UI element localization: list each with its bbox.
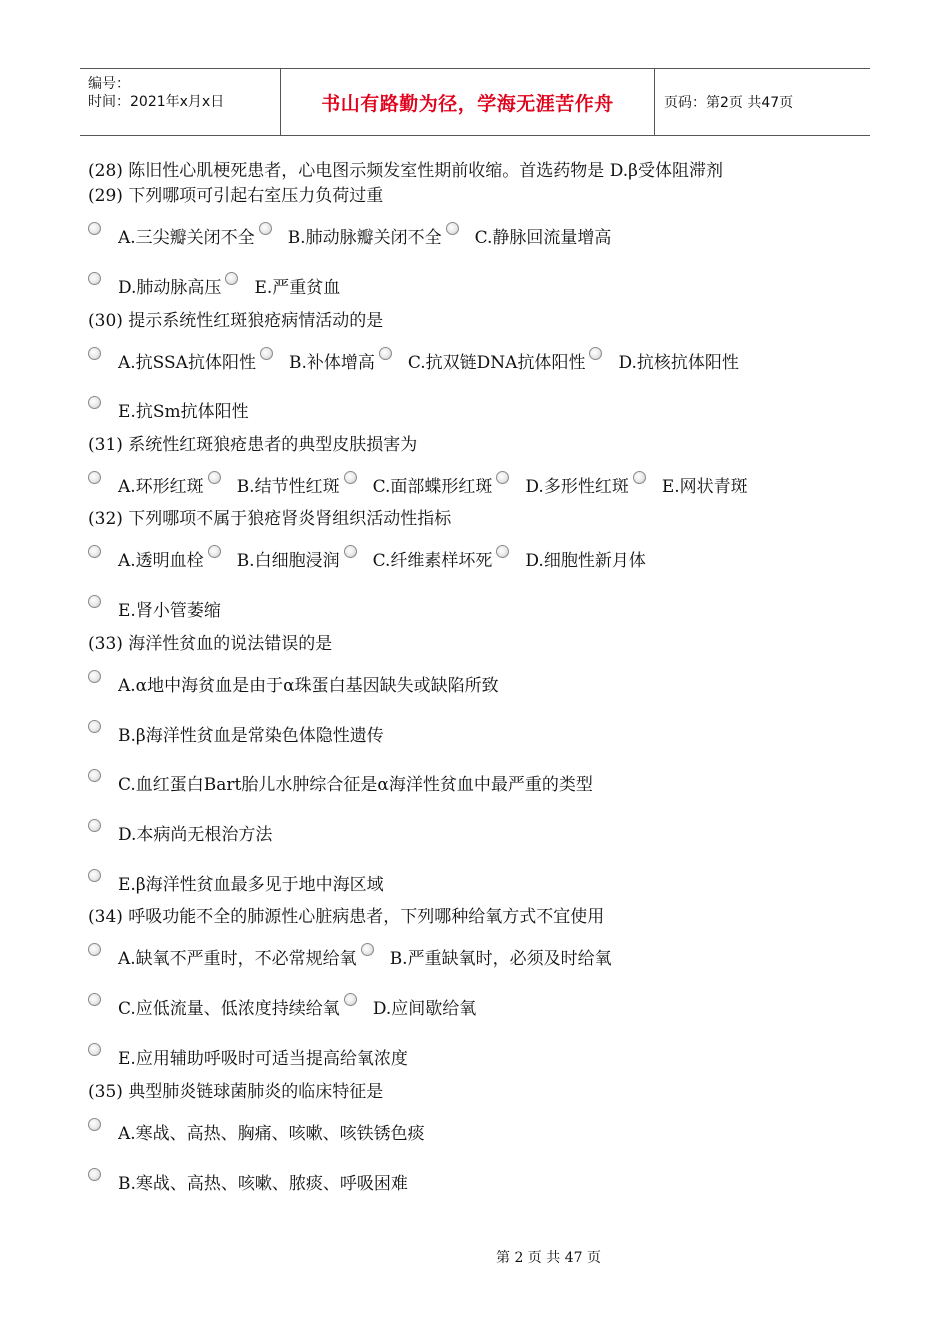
radio-button[interactable]	[208, 545, 221, 558]
option-label: C.面部蝶形红斑	[372, 477, 493, 497]
page-header	[80, 68, 870, 136]
radio-button[interactable]	[88, 347, 101, 360]
option-label: D.肺动脉高压	[118, 278, 222, 298]
option-label: E.肾小管萎缩	[118, 601, 221, 621]
option-label: C.应低流量、低浓度持续给氧	[118, 999, 340, 1019]
option-label: B.肺动脉瓣关闭不全	[287, 228, 442, 248]
radio-button[interactable]	[496, 545, 509, 558]
radio-button[interactable]	[88, 993, 101, 1006]
option-label: E.抗Sm抗体阳性	[118, 402, 249, 422]
question-29: (29) 下列哪项可引起右室压力负荷过重	[88, 186, 384, 206]
option-label: E.β海洋性贫血最多见于地中海区域	[118, 875, 384, 895]
options-row	[88, 774, 597, 796]
time-label: 时间：2021年x月x日	[88, 94, 225, 110]
option-label: D.多形性红斑	[525, 477, 629, 497]
radio-button[interactable]	[344, 471, 357, 484]
radio-button[interactable]	[88, 1168, 101, 1181]
options-row	[88, 874, 388, 896]
radio-button[interactable]	[88, 819, 101, 832]
radio-button[interactable]	[496, 471, 509, 484]
radio-button[interactable]	[361, 943, 374, 956]
question-34: (34) 呼吸功能不全的肺源性心脏病患者，下列哪种给氧方式不宜使用	[88, 907, 605, 927]
radio-button[interactable]	[88, 670, 101, 683]
radio-button[interactable]	[379, 347, 392, 360]
option-label: D.应间歇给氧	[372, 999, 477, 1019]
header-motto-cell	[280, 69, 655, 135]
page-footer	[0, 1247, 950, 1267]
option-label: A.三尖瓣关闭不全	[118, 228, 255, 248]
page-info: 页码：第2页 共47页	[664, 95, 794, 111]
radio-button[interactable]	[344, 993, 357, 1006]
question-30: (30) 提示系统性红斑狼疮病情活动的是	[88, 311, 384, 331]
options-row	[88, 600, 225, 622]
radio-button[interactable]	[88, 943, 101, 956]
radio-button[interactable]	[259, 222, 272, 235]
options-row	[88, 725, 388, 747]
header-left-cell	[80, 69, 280, 135]
options-row	[88, 476, 752, 498]
radio-button[interactable]	[88, 869, 101, 882]
radio-button[interactable]	[208, 471, 221, 484]
question-32: (32) 下列哪项不属于狼疮肾炎肾组织活动性指标	[88, 509, 452, 529]
options-row	[88, 352, 743, 374]
option-label: D.本病尚无根治方法	[118, 825, 273, 845]
radio-button[interactable]	[589, 347, 602, 360]
radio-button[interactable]	[633, 471, 646, 484]
option-label: A.透明血栓	[118, 551, 204, 571]
options-row	[88, 227, 615, 249]
option-label: A.缺氧不严重时，不必常规给氧	[118, 949, 357, 969]
option-label: C.纤维素样坏死	[372, 551, 493, 571]
radio-button[interactable]	[88, 222, 101, 235]
option-label: B.严重缺氧时，必须及时给氧	[389, 949, 612, 969]
options-row	[88, 1123, 429, 1145]
footer-page-number: 第 2 页 共 47 页	[496, 1250, 601, 1266]
radio-button[interactable]	[88, 545, 101, 558]
options-row	[88, 675, 503, 697]
option-label: E.严重贫血	[254, 278, 341, 298]
question-33: (33) 海洋性贫血的说法错误的是	[88, 634, 333, 654]
option-label: A.α地中海贫血是由于α珠蛋白基因缺失或缺陷所致	[118, 676, 499, 696]
radio-button[interactable]	[88, 720, 101, 733]
option-label: E.网状青斑	[661, 477, 748, 497]
code-label: 编号：	[88, 76, 130, 92]
option-label: A.寒战、高热、胸痛、咳嗽、咳铁锈色痰	[118, 1124, 425, 1144]
radio-button[interactable]	[88, 769, 101, 782]
radio-button[interactable]	[225, 272, 238, 285]
option-label: D.抗核抗体阳性	[618, 353, 739, 373]
option-label: B.补体增高	[288, 353, 375, 373]
options-row	[88, 998, 480, 1020]
radio-button[interactable]	[88, 471, 101, 484]
options-row	[88, 401, 253, 423]
options-row	[88, 550, 650, 572]
question-35: (35) 典型肺炎链球菌肺炎的临床特征是	[88, 1082, 384, 1102]
options-row	[88, 1173, 412, 1195]
radio-button[interactable]	[260, 347, 273, 360]
option-label: D.细胞性新月体	[525, 551, 646, 571]
option-label: E.应用辅助呼吸时可适当提高给氧浓度	[118, 1049, 408, 1069]
option-label: B.β海洋性贫血是常染色体隐性遗传	[118, 726, 384, 746]
option-label: C.静脉回流量增高	[474, 228, 612, 248]
option-label: B.白细胞浸润	[236, 551, 340, 571]
radio-button[interactable]	[88, 272, 101, 285]
option-label: C.抗双链DNA抗体阳性	[407, 353, 586, 373]
option-label: B.结节性红斑	[236, 477, 340, 497]
radio-button[interactable]	[88, 1043, 101, 1056]
options-row	[88, 824, 276, 846]
question-31: (31) 系统性红斑狼疮患者的典型皮肤损害为	[88, 435, 418, 455]
option-label: A.抗SSA抗体阳性	[118, 353, 256, 373]
option-label: B.寒战、高热、咳嗽、脓痰、呼吸困难	[118, 1174, 408, 1194]
radio-button[interactable]	[446, 222, 459, 235]
motto: 书山有路勤为径，学海无涯苦作舟	[321, 92, 614, 115]
options-row	[88, 1048, 412, 1070]
radio-button[interactable]	[88, 1118, 101, 1131]
radio-button[interactable]	[344, 545, 357, 558]
option-label: A.环形红斑	[118, 477, 204, 497]
option-label: C.血红蛋白Bart胎儿水肿综合征是α海洋性贫血中最严重的类型	[118, 775, 593, 795]
options-row	[88, 277, 344, 299]
radio-button[interactable]	[88, 396, 101, 409]
question-28: (28) 陈旧性心肌梗死患者，心电图示频发室性期前收缩。首选药物是 D.β受体阻滞剂	[88, 161, 723, 181]
header-page-cell	[654, 69, 880, 135]
options-row	[88, 948, 616, 970]
radio-button[interactable]	[88, 595, 101, 608]
